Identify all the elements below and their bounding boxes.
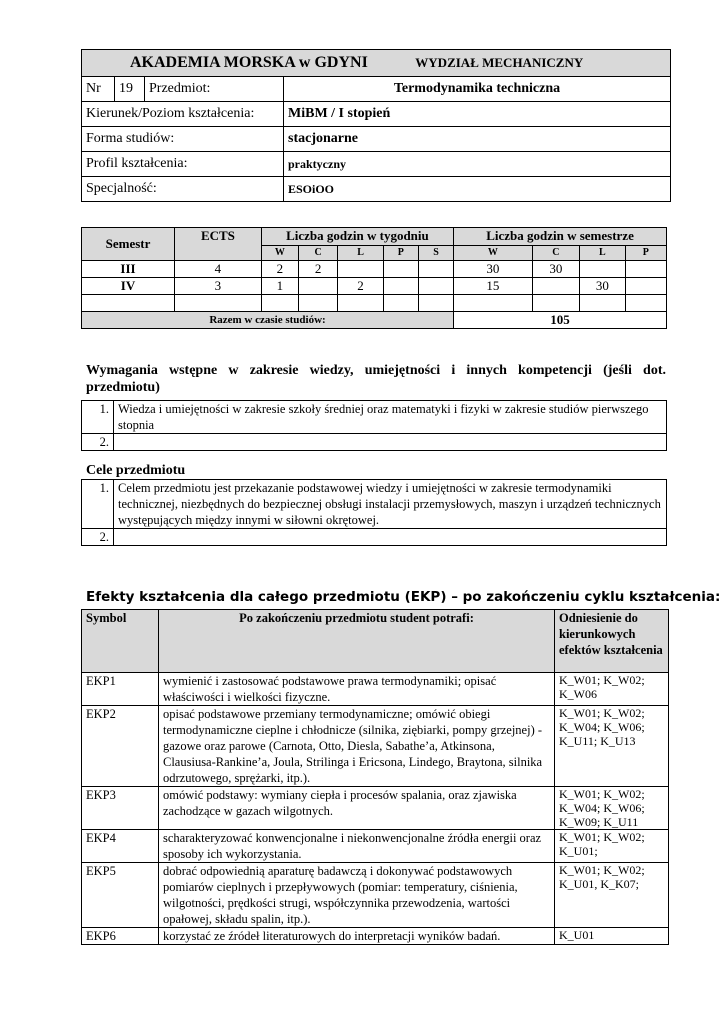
profile-label: Profil kształcenia:: [82, 152, 284, 177]
outcome-symbol: EKP4: [82, 830, 159, 863]
semester-hours-header: Liczba godzin w semestrze: [454, 228, 667, 246]
goal-row: [82, 529, 667, 546]
spec-label: Specjalność:: [82, 177, 284, 202]
goals-table: [81, 479, 667, 546]
hours-cell: [383, 261, 418, 278]
outcome-description: scharakteryzować konwencjonalne i niekonwencjonalne źródła energii oraz sposoby ich wykorzystania.: [159, 830, 555, 863]
outcomes-table: [81, 609, 669, 945]
nr-label: Nr: [82, 77, 115, 102]
item-text: [114, 529, 667, 546]
header-title-row: [82, 50, 671, 77]
semester-cell: IV: [82, 278, 175, 295]
hours-cell: [532, 295, 580, 312]
hours-cell: 2: [299, 261, 338, 278]
hours-cell: [383, 278, 418, 295]
item-number: 2.: [82, 529, 114, 546]
hours-cell: [299, 278, 338, 295]
item-number: 1.: [82, 480, 114, 529]
outcome-row: [82, 928, 669, 945]
item-text: [114, 434, 667, 451]
total-label: Razem w czasie studiów:: [82, 312, 454, 329]
hours-cell: [625, 295, 666, 312]
item-text: Celem przedmiotu jest przekazanie podstawowej wiedzy i umiejętności w zakresie termodynamiki technicznej, niezbędnych do bezpiecznej obsługi instalacji przemysłowych, maszyn i urządzeń technicznych występujących między innymi w siłowni okrętowej.: [114, 480, 667, 529]
outcome-description: dobrać odpowiednią aparaturę badawczą i dokonywać podstawowych pomiarów cieplnych i przepływowych (pomiar: temperatury, ciśnienia, wilgotności, prędkości strugi, współczynnika przewodzenia, wartości opałowej, składu spalin, itp.).: [159, 863, 555, 928]
hours-cell: 30: [580, 278, 625, 295]
hours-cell: 2: [338, 278, 383, 295]
outcome-row: [82, 706, 669, 787]
requirements-title: Wymagania wstępne w zakresie wiedzy, umiejętności i innych kompetencji (jeśli dot. przedmiotu): [86, 363, 666, 395]
form-value: stacjonarne: [284, 127, 671, 152]
outcome-symbol: EKP3: [82, 787, 159, 830]
outcome-symbol: EKP6: [82, 928, 159, 945]
hours-cell: [580, 261, 625, 278]
hours-subheader: C: [299, 245, 338, 260]
hours-cell: [580, 295, 625, 312]
requirement-row: [82, 434, 667, 451]
hours-cell: [418, 295, 453, 312]
goals-title: Cele przedmiotu: [86, 463, 186, 478]
spec-value: ESOiOO: [284, 177, 671, 202]
ects-header: ECTS: [175, 228, 262, 261]
semester-cell: [82, 295, 175, 312]
nr-value: 19: [115, 77, 145, 102]
outcomes-title: Efekty kształcenia dla całego przedmiotu (EKP) – po zakończeniu cyklu kształcenia:: [86, 589, 721, 605]
semester-row: [82, 278, 667, 295]
item-text: Wiedza i umiejętności w zakresie szkoły średniej oraz matematyki i fizyki w zakresie studiów pierwszego stopnia: [114, 401, 667, 434]
symbol-header: Symbol: [82, 610, 159, 673]
outcome-reference: K_W01; K_W02; K_W06: [555, 673, 669, 706]
hours-cell: [338, 261, 383, 278]
subject-value: Termodynamika techniczna: [284, 77, 671, 102]
hours-cell: [338, 295, 383, 312]
outcome-reference: K_W01; K_W02; K_W04; K_W06; K_W09; K_U11: [555, 787, 669, 830]
hours-cell: [625, 278, 666, 295]
hours-subheader: W: [454, 245, 533, 260]
outcome-row: [82, 830, 669, 863]
outcome-reference: K_W01; K_W02; K_U01, K_K07;: [555, 863, 669, 928]
outcome-row: [82, 863, 669, 928]
hours-cell: [261, 295, 298, 312]
outcome-description: opisać podstawowe przemiany termodynamiczne; omówić obiegi termodynamiczne cieplne i chłodnicze (silnika, ziębiarki, pompy grzejnej) - gazowe oraz parowe (Carnota, Otto, Diesla, Sabathe’a, Atkinsona, Clausiusa-Rankine’a, Joula, Strilinga i Ericsona, Lindego, Braytona, silnika odrzutowego, sprężarki, itp.).: [159, 706, 555, 787]
course-header-table: [81, 49, 671, 202]
requirements-table: [81, 400, 667, 451]
requirement-row: [82, 401, 667, 434]
outcome-symbol: EKP5: [82, 863, 159, 928]
hours-subheader: L: [338, 245, 383, 260]
subject-label: Przedmiot:: [145, 77, 284, 102]
faculty-name: WYDZIAŁ MECHANICZNY: [415, 55, 584, 70]
semester-row: [82, 295, 667, 312]
form-label: Forma studiów:: [82, 127, 284, 152]
semester-rows: [82, 261, 667, 312]
hours-subheader: W: [261, 245, 298, 260]
desc-header: Po zakończeniu przedmiotu student potrafi:: [159, 610, 555, 673]
outcome-row: [82, 787, 669, 830]
hours-subheader: P: [625, 245, 666, 260]
ects-cell: [175, 295, 262, 312]
hours-cell: 2: [261, 261, 298, 278]
outcome-symbol: EKP1: [82, 673, 159, 706]
hours-cell: [418, 278, 453, 295]
hours-subheader: L: [580, 245, 625, 260]
item-number: 2.: [82, 434, 114, 451]
ref-header: Odniesienie do kierunkowych efektów kształcenia: [555, 610, 669, 673]
hours-cell: 30: [532, 261, 580, 278]
direction-label: Kierunek/Poziom kształcenia:: [82, 102, 284, 127]
semester-row: [82, 261, 667, 278]
outcome-description: korzystać ze źródeł literaturowych do interpretacji wyników badań.: [159, 928, 555, 945]
hours-subheader: S: [418, 245, 453, 260]
hours-cell: [383, 295, 418, 312]
ects-cell: 4: [175, 261, 262, 278]
hours-cell: 15: [454, 278, 533, 295]
hours-cell: [625, 261, 666, 278]
total-value: 105: [454, 312, 667, 329]
hours-cell: 1: [261, 278, 298, 295]
outcome-row: [82, 673, 669, 706]
ects-cell: 3: [175, 278, 262, 295]
semester-cell: III: [82, 261, 175, 278]
hours-cell: [299, 295, 338, 312]
profile-value: praktyczny: [284, 152, 671, 177]
outcome-reference: K_U01: [555, 928, 669, 945]
hours-cell: [532, 278, 580, 295]
goal-row: [82, 480, 667, 529]
hours-subheader: P: [383, 245, 418, 260]
weekly-hours-header: Liczba godzin w tygodniu: [261, 228, 453, 246]
semester-hours-table: [81, 227, 667, 329]
outcome-description: wymienić i zastosować podstawowe prawa termodynamiki; opisać właściwości i wielkości fizyczne.: [159, 673, 555, 706]
academy-name: AKADEMIA MORSKA w GDYNI: [130, 54, 368, 71]
item-number: 1.: [82, 401, 114, 434]
outcome-symbol: EKP2: [82, 706, 159, 787]
semester-header: Semestr: [82, 228, 175, 261]
hours-cell: [418, 261, 453, 278]
outcome-description: omówić podstawy: wymiany ciepła i procesów spalania, oraz zjawiska zachodzące w gazach wilgotnych.: [159, 787, 555, 830]
outcome-reference: K_W01; K_W02; K_U01;: [555, 830, 669, 863]
outcome-reference: K_W01; K_W02; K_W04; K_W06; K_U11; K_U13: [555, 706, 669, 787]
hours-cell: [454, 295, 533, 312]
hours-cell: 30: [454, 261, 533, 278]
direction-value: MiBM / I stopień: [284, 102, 671, 127]
hours-subheader: C: [532, 245, 580, 260]
